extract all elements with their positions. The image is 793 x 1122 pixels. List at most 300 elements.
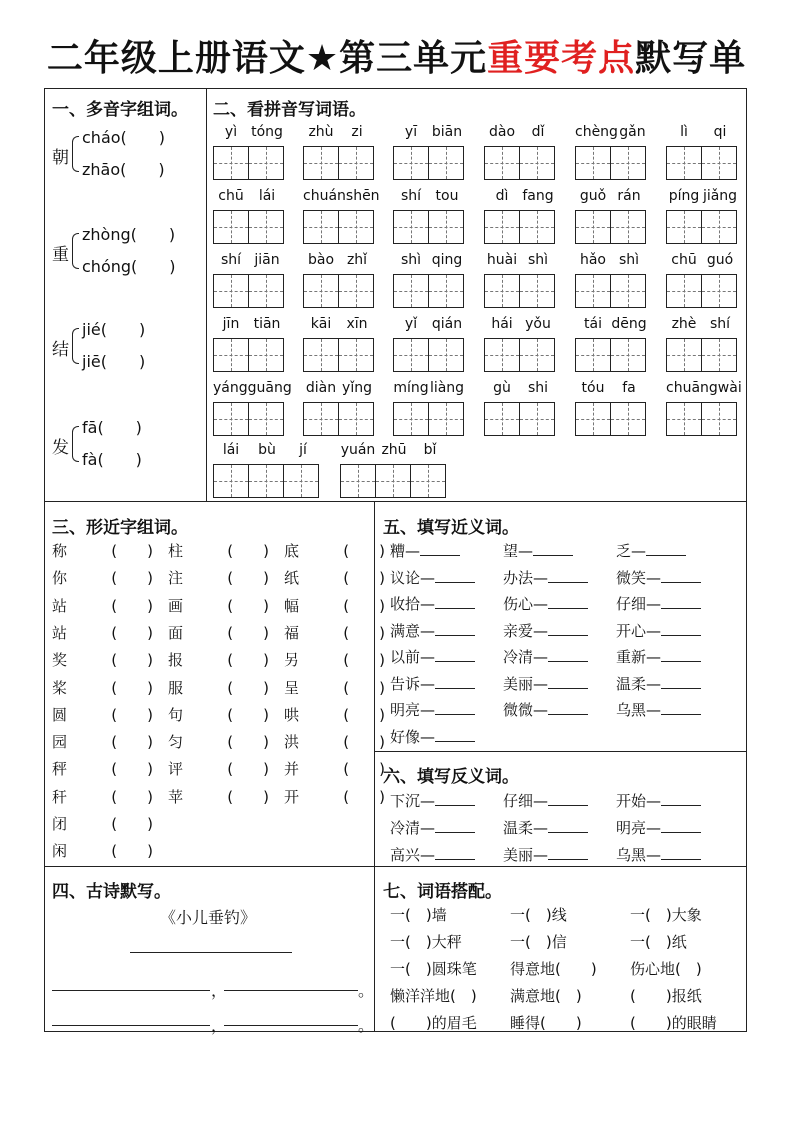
answer-blank[interactable]	[548, 820, 588, 833]
answer-blank[interactable]	[435, 702, 475, 715]
grid-cell[interactable]	[393, 402, 429, 436]
pinyin-word	[213, 252, 285, 268]
answer-blank[interactable]	[661, 649, 701, 662]
grid-cell[interactable]	[303, 402, 339, 436]
pinyin-word	[303, 316, 375, 332]
answer-paren[interactable]: ( )	[227, 596, 270, 615]
pinyin-syllable: lái	[258, 188, 276, 204]
writing-grid[interactable]	[575, 146, 645, 180]
answer-blank[interactable]	[661, 676, 701, 689]
pinyin-word	[666, 124, 738, 140]
writing-grid[interactable]	[340, 464, 445, 498]
grid-cell[interactable]	[701, 146, 737, 180]
word-item	[390, 673, 475, 694]
grid-cell[interactable]	[701, 338, 737, 372]
word-label: 下沉—	[390, 792, 436, 810]
grid-cell[interactable]	[393, 338, 429, 372]
grid-cell[interactable]	[428, 146, 464, 180]
grid-cell[interactable]	[303, 274, 339, 308]
answer-paren[interactable]: ( )	[227, 705, 270, 724]
collocation-item[interactable]: 一( )大象	[630, 906, 702, 924]
answer-paren[interactable]: ( )	[111, 733, 154, 752]
answer-blank[interactable]	[435, 623, 475, 636]
pinyin-syllable: chèng	[575, 124, 618, 140]
answer-paren[interactable]: ( )	[227, 678, 270, 697]
collocation-item[interactable]: 得意地( )	[510, 960, 597, 978]
collocation-item[interactable]: 一( )墙	[390, 906, 447, 924]
similar-char: 秤	[52, 760, 68, 779]
grid-cell[interactable]	[519, 402, 555, 436]
grid-cell[interactable]	[519, 338, 555, 372]
grid-cell[interactable]	[610, 210, 646, 244]
grid-cell[interactable]	[340, 464, 376, 498]
writing-grid[interactable]	[393, 274, 463, 308]
answer-blank[interactable]	[435, 820, 475, 833]
answer-paren[interactable]: ( )	[111, 678, 154, 697]
polyphone-reading[interactable]: chóng( )	[82, 257, 176, 276]
grid-cell[interactable]	[428, 210, 464, 244]
polyphone-group	[52, 222, 202, 286]
grid-cell[interactable]	[303, 146, 339, 180]
poem-line	[224, 990, 358, 991]
similar-char: 另	[284, 651, 300, 670]
similar-char-item	[168, 731, 269, 752]
similar-char-item	[168, 758, 269, 779]
similar-char-item	[284, 677, 385, 698]
answer-blank[interactable]	[548, 702, 588, 715]
pinyin-word	[213, 188, 285, 204]
writing-grid[interactable]	[575, 402, 645, 436]
pinyin-syllable: dào	[488, 124, 516, 140]
word-label: 办法—	[503, 568, 549, 587]
writing-grid[interactable]	[213, 402, 283, 436]
grid-cell[interactable]	[575, 146, 611, 180]
answer-paren[interactable]: ( )	[111, 651, 154, 670]
answer-blank[interactable]	[548, 649, 588, 662]
answer-blank[interactable]	[435, 649, 475, 662]
similar-char-item	[284, 540, 385, 561]
similar-char-item	[52, 540, 153, 561]
grid-cell[interactable]	[484, 338, 520, 372]
pinyin-word	[303, 380, 375, 396]
pinyin-syllable: jiān	[254, 252, 280, 268]
brace	[72, 328, 79, 364]
pinyin-word	[393, 316, 465, 332]
word-item	[616, 620, 701, 641]
answer-paren[interactable]: ( )	[111, 596, 154, 615]
similar-char-item	[52, 813, 153, 834]
answer-blank[interactable]	[646, 543, 686, 556]
polyphone-group	[52, 317, 202, 381]
similar-char: 幅	[284, 596, 300, 615]
pinyin-word	[575, 188, 647, 204]
word-label: 温柔—	[503, 819, 549, 837]
pinyin-syllable: diàn	[305, 380, 337, 396]
grid-cell[interactable]	[428, 402, 464, 436]
pinyin-syllable: liàng	[429, 380, 465, 396]
grid-cell[interactable]	[610, 338, 646, 372]
writing-grid[interactable]	[575, 210, 645, 244]
grid-cell[interactable]	[519, 146, 555, 180]
section5-title: 五、填写近义词。	[383, 518, 519, 538]
similar-char: 报	[168, 651, 184, 670]
grid-cell[interactable]	[666, 338, 702, 372]
grid-cell[interactable]	[248, 210, 284, 244]
grid-cell[interactable]	[484, 402, 520, 436]
writing-grid[interactable]	[213, 274, 283, 308]
similar-char-item	[284, 622, 385, 643]
writing-grid[interactable]	[303, 210, 373, 244]
poem-author-line	[130, 952, 292, 953]
answer-paren[interactable]: ( )	[343, 760, 386, 779]
word-label: 开心—	[616, 621, 662, 640]
pinyin-word	[340, 442, 448, 458]
section3-title: 三、形近字组词。	[52, 518, 188, 538]
writing-grid[interactable]	[303, 274, 373, 308]
grid-cell[interactable]	[248, 338, 284, 372]
grid-cell[interactable]	[393, 274, 429, 308]
word-label: 乌黑—	[616, 846, 662, 864]
similar-char-item	[284, 649, 385, 670]
word-item	[390, 540, 460, 561]
answer-paren[interactable]: ( )	[343, 705, 386, 724]
writing-grid[interactable]	[303, 338, 373, 372]
pinyin-syllable: shì	[527, 252, 549, 268]
collocation-item[interactable]: 一( )纸	[630, 933, 687, 951]
grid-cell[interactable]	[575, 402, 611, 436]
grid-cell[interactable]	[338, 402, 374, 436]
grid-cell[interactable]	[213, 146, 249, 180]
answer-paren[interactable]: ( )	[111, 787, 154, 806]
writing-grid[interactable]	[213, 338, 283, 372]
grid-cell[interactable]	[213, 464, 249, 498]
word-item	[616, 673, 701, 694]
answer-paren[interactable]: ( )	[227, 623, 270, 642]
polyphone-reading[interactable]: fà( )	[82, 450, 142, 469]
writing-grid[interactable]	[666, 402, 736, 436]
similar-char-item	[168, 567, 269, 588]
pinyin-word	[393, 124, 465, 140]
pinyin-syllable: shi	[527, 380, 549, 396]
writing-grid[interactable]	[666, 210, 736, 244]
grid-cell[interactable]	[519, 274, 555, 308]
polyphone-reading[interactable]: fā( )	[82, 418, 142, 437]
answer-blank[interactable]	[435, 793, 475, 806]
pinyin-syllable: zi	[351, 124, 363, 140]
writing-grid[interactable]	[393, 402, 463, 436]
similar-char-item	[52, 758, 153, 779]
collocation-item[interactable]: 睡得( )	[510, 1014, 582, 1032]
writing-grid[interactable]	[484, 338, 554, 372]
collocation-item[interactable]: 一( )大秤	[390, 933, 462, 951]
polyphone-reading[interactable]: cháo( )	[82, 128, 166, 147]
pinyin-syllable: tái	[584, 316, 602, 332]
answer-paren[interactable]: ( )	[111, 542, 154, 560]
polyphone-reading[interactable]: jié( )	[82, 320, 146, 339]
pinyin-syllable: bù	[258, 442, 276, 458]
pinyin-syllable: míng	[393, 380, 429, 396]
answer-paren[interactable]: ( )	[111, 623, 154, 642]
answer-blank[interactable]	[548, 596, 588, 609]
grid-cell[interactable]	[213, 210, 249, 244]
word-label: 美丽—	[503, 846, 549, 864]
collocation-item[interactable]: 一( )线	[510, 906, 567, 924]
pinyin-word	[303, 188, 380, 204]
grid-cell[interactable]	[338, 274, 374, 308]
pinyin-syllable: yì	[224, 124, 238, 140]
collocation-item[interactable]: ( )的眉毛	[390, 1014, 477, 1032]
grid-cell[interactable]	[213, 402, 249, 436]
answer-blank[interactable]	[661, 702, 701, 715]
pinyin-syllable: fa	[622, 380, 636, 396]
grid-cell[interactable]	[666, 274, 702, 308]
similar-char: 站	[52, 623, 68, 642]
writing-grid[interactable]	[484, 402, 554, 436]
answer-blank[interactable]	[435, 729, 475, 742]
word-label: 仔细—	[503, 792, 549, 810]
pinyin-syllable: chuán	[303, 188, 346, 204]
collocation-item[interactable]: 一( )圆珠笔	[390, 960, 477, 978]
answer-blank[interactable]	[661, 623, 701, 636]
answer-blank[interactable]	[548, 793, 588, 806]
similar-char: 你	[52, 569, 68, 588]
answer-paren[interactable]: ( )	[227, 787, 270, 806]
writing-grid[interactable]	[575, 338, 645, 372]
grid-cell[interactable]	[610, 146, 646, 180]
answer-paren[interactable]: ( )	[111, 815, 154, 833]
grid-cell[interactable]	[484, 274, 520, 308]
grid-cell[interactable]	[484, 210, 520, 244]
grid-cell[interactable]	[610, 402, 646, 436]
word-item	[616, 699, 701, 720]
writing-grid[interactable]	[393, 146, 463, 180]
word-item	[390, 726, 475, 747]
answer-paren[interactable]: ( )	[343, 569, 386, 588]
grid-cell[interactable]	[666, 210, 702, 244]
answer-paren[interactable]: ( )	[343, 542, 386, 560]
grid-cell[interactable]	[484, 146, 520, 180]
similar-char: 圆	[52, 705, 68, 724]
writing-grid[interactable]	[484, 210, 554, 244]
similar-char-item	[52, 786, 153, 807]
answer-blank[interactable]	[435, 570, 475, 583]
grid-cell[interactable]	[338, 210, 374, 244]
similar-char-item	[168, 595, 269, 616]
writing-grid[interactable]	[303, 402, 373, 436]
grid-cell[interactable]	[248, 464, 284, 498]
grid-cell[interactable]	[701, 274, 737, 308]
collocation-item[interactable]: ( )报纸	[630, 987, 702, 1005]
grid-cell[interactable]	[701, 402, 737, 436]
pinyin-syllable: yǐng	[342, 380, 372, 396]
writing-grid[interactable]	[303, 146, 373, 180]
word-item	[503, 620, 588, 641]
answer-blank[interactable]	[420, 543, 460, 556]
writing-grid[interactable]	[484, 274, 554, 308]
writing-grid[interactable]	[666, 146, 736, 180]
pinyin-syllable: shí	[220, 252, 242, 268]
pinyin-word	[393, 188, 465, 204]
poem-line	[52, 990, 210, 991]
answer-paren[interactable]: ( )	[343, 787, 386, 806]
answer-paren[interactable]: ( )	[111, 569, 154, 588]
grid-cell[interactable]	[666, 146, 702, 180]
pinyin-syllable: guǒ	[579, 188, 607, 204]
grid-cell[interactable]	[375, 464, 411, 498]
answer-paren[interactable]: ( )	[111, 842, 154, 861]
brace	[72, 426, 79, 462]
writing-grid[interactable]	[213, 146, 283, 180]
polyphone-reading[interactable]: jiē( )	[82, 352, 146, 371]
similar-char-item	[168, 677, 269, 698]
collocation-item[interactable]: ( )的眼睛	[630, 1014, 717, 1032]
answer-blank[interactable]	[548, 623, 588, 636]
pinyin-syllable: bǐ	[423, 442, 437, 458]
answer-blank[interactable]	[661, 820, 701, 833]
pinyin-word	[484, 316, 556, 332]
answer-paren[interactable]: ( )	[227, 733, 270, 752]
answer-paren[interactable]: ( )	[227, 651, 270, 670]
answer-paren[interactable]: ( )	[227, 542, 270, 560]
polyphone-reading[interactable]: zhòng( )	[82, 225, 176, 244]
grid-cell[interactable]	[575, 274, 611, 308]
answer-blank[interactable]	[661, 847, 701, 860]
similar-char-item	[168, 786, 269, 807]
grid-cell[interactable]	[303, 338, 339, 372]
answer-paren[interactable]: ( )	[111, 705, 154, 724]
word-item	[616, 567, 701, 588]
grid-cell[interactable]	[213, 338, 249, 372]
collocation-item[interactable]: 一( )信	[510, 933, 567, 951]
writing-grid[interactable]	[666, 274, 736, 308]
answer-blank[interactable]	[548, 676, 588, 689]
grid-cell[interactable]	[393, 210, 429, 244]
word-label: 收拾—	[390, 595, 436, 613]
grid-cell[interactable]	[428, 274, 464, 308]
answer-paren[interactable]: ( )	[343, 651, 386, 670]
grid-cell[interactable]	[303, 210, 339, 244]
writing-grid[interactable]	[213, 464, 318, 498]
similar-char-item	[52, 704, 153, 725]
word-item	[390, 844, 475, 865]
grid-cell[interactable]	[248, 146, 284, 180]
answer-blank[interactable]	[661, 570, 701, 583]
answer-paren[interactable]: ( )	[227, 760, 270, 779]
grid-cell[interactable]	[701, 210, 737, 244]
word-item	[503, 540, 573, 561]
similar-char: 并	[284, 760, 300, 779]
grid-cell[interactable]	[610, 274, 646, 308]
pinyin-word	[303, 252, 375, 268]
writing-grid[interactable]	[575, 274, 645, 308]
similar-char-item	[284, 704, 385, 725]
pinyin-word	[575, 252, 647, 268]
grid-cell[interactable]	[283, 464, 319, 498]
pinyin-word	[213, 316, 285, 332]
grid-cell[interactable]	[575, 338, 611, 372]
polyphone-reading[interactable]: zhāo( )	[82, 160, 165, 179]
answer-blank[interactable]	[533, 543, 573, 556]
pinyin-word	[213, 442, 321, 458]
pinyin-syllable: shí	[709, 316, 731, 332]
similar-char: 称	[52, 542, 68, 560]
section4-title: 四、古诗默写。	[52, 882, 171, 902]
collocation-item[interactable]: 懒洋洋地( )	[390, 987, 477, 1005]
collocation-item[interactable]: 伤心地( )	[630, 960, 702, 978]
pinyin-word	[666, 380, 742, 396]
answer-paren[interactable]: ( )	[343, 623, 386, 642]
pinyin-syllable: lì	[680, 124, 688, 140]
word-label: 美丽—	[503, 674, 549, 693]
writing-grid[interactable]	[484, 146, 554, 180]
collocation-item[interactable]: 满意地( )	[510, 987, 582, 1005]
answer-blank[interactable]	[548, 570, 588, 583]
pinyin-syllable: hǎo	[579, 252, 607, 268]
writing-grid[interactable]	[666, 338, 736, 372]
answer-paren[interactable]: ( )	[227, 569, 270, 588]
pinyin-syllable: qing	[431, 252, 463, 268]
writing-grid[interactable]	[213, 210, 283, 244]
grid-cell[interactable]	[338, 338, 374, 372]
answer-blank[interactable]	[548, 847, 588, 860]
pinyin-syllable: tiān	[253, 316, 281, 332]
writing-grid[interactable]	[393, 210, 463, 244]
grid-cell[interactable]	[213, 274, 249, 308]
pinyin-syllable: gǎn	[619, 124, 646, 140]
grid-cell[interactable]	[428, 338, 464, 372]
answer-paren[interactable]: ( )	[343, 733, 386, 752]
answer-blank[interactable]	[661, 596, 701, 609]
grid-cell[interactable]	[575, 210, 611, 244]
answer-paren[interactable]: ( )	[111, 760, 154, 779]
word-item	[390, 593, 475, 614]
grid-cell[interactable]	[666, 402, 702, 436]
similar-char-item	[52, 677, 153, 698]
grid-cell[interactable]	[393, 146, 429, 180]
answer-paren[interactable]: ( )	[343, 678, 386, 697]
section1-title: 一、多音字组词。	[52, 100, 188, 120]
pinyin-word	[213, 380, 292, 396]
poem-period: 。	[358, 1016, 375, 1035]
similar-char: 柱	[168, 542, 184, 560]
word-label: 微笑—	[616, 568, 662, 587]
answer-blank[interactable]	[661, 793, 701, 806]
answer-blank[interactable]	[435, 676, 475, 689]
word-label: 告诉—	[390, 674, 436, 693]
answer-blank[interactable]	[435, 847, 475, 860]
word-label: 开始—	[616, 792, 662, 810]
similar-char: 秆	[52, 787, 68, 806]
answer-paren[interactable]: ( )	[343, 596, 386, 615]
pinyin-syllable: tóng	[251, 124, 283, 140]
brace	[72, 136, 79, 172]
word-label: 乌黑—	[616, 701, 662, 719]
word-item	[503, 646, 588, 667]
pinyin-syllable: yī	[404, 124, 418, 140]
similar-char: 纸	[284, 569, 300, 588]
similar-char: 福	[284, 623, 300, 642]
grid-cell[interactable]	[410, 464, 446, 498]
divider	[206, 88, 207, 501]
grid-cell[interactable]	[248, 402, 284, 436]
writing-grid[interactable]	[393, 338, 463, 372]
grid-cell[interactable]	[248, 274, 284, 308]
grid-cell[interactable]	[338, 146, 374, 180]
grid-cell[interactable]	[519, 210, 555, 244]
pinyin-syllable: qián	[431, 316, 463, 332]
answer-blank[interactable]	[435, 596, 475, 609]
pinyin-syllable: kāi	[310, 316, 332, 332]
